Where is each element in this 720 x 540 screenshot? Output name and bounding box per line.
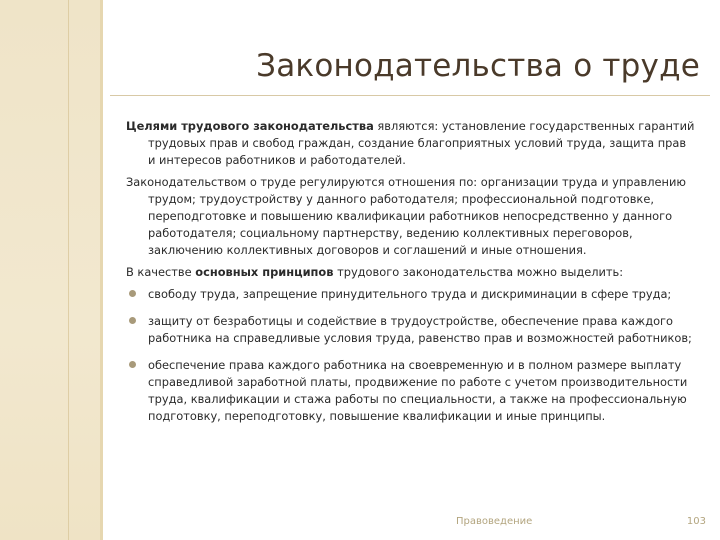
goals-paragraph	[126, 118, 696, 169]
principles-list	[126, 286, 696, 425]
list-item-text: защиту от безработицы и содействие в трудоустройстве, обеспечение права каждого работника на справедливые условия труда, равенство прав и возможностей работников;	[148, 314, 692, 345]
slide-content	[126, 118, 696, 435]
left-band-edge	[100, 0, 103, 540]
bullet-icon	[129, 317, 136, 324]
goals-text: являются: установление государственных гарантий трудовых прав и свобод граждан, создание благоприятных условий труда, защита прав и интересов работников и работодателей.	[148, 119, 695, 167]
left-decorative-band	[0, 0, 100, 540]
title-divider	[110, 95, 710, 96]
bullet-icon	[129, 361, 136, 368]
list-item	[126, 357, 696, 425]
page-number: 103	[686, 516, 706, 527]
footer-title: Правоведение	[456, 516, 533, 527]
list-item	[126, 286, 696, 303]
list-item	[126, 313, 696, 347]
principles-bold: основных принципов	[195, 265, 334, 279]
principles-intro	[126, 264, 696, 281]
principles-pre: В качестве	[126, 265, 196, 279]
left-band-line	[68, 0, 69, 540]
bullet-icon	[129, 290, 136, 297]
goals-bold: Целями трудового законодательства	[126, 119, 374, 133]
principles-post: трудового законодательства можно выделить:	[333, 265, 624, 279]
list-item-text: свободу труда, запрещение принудительного труда и дискриминации в сфере труда;	[148, 287, 672, 301]
regulation-paragraph: Законодательством о труде регулируются отношения по: организации труда и управлению трудом; трудоустройству у данного работодателя; профессиональной подготовке, переподготовке и повышению квалификации работников непосредственно у данного работодателя; социальному партнерству, ведению коллективных переговоров, заключению коллективных договоров и соглашений и иные отношения.	[126, 175, 686, 257]
list-item-text: обеспечение права каждого работника на своевременную и в полном размере выплату справедливой заработной платы, продвижение по работе с учетом производительности труда, квалификации и стажа работы по специальности, а также на профессиональную подготовку, переподготовку, повышение квалификации и иные принципы.	[148, 358, 688, 423]
slide-title: Законодательства о труде	[256, 48, 700, 84]
